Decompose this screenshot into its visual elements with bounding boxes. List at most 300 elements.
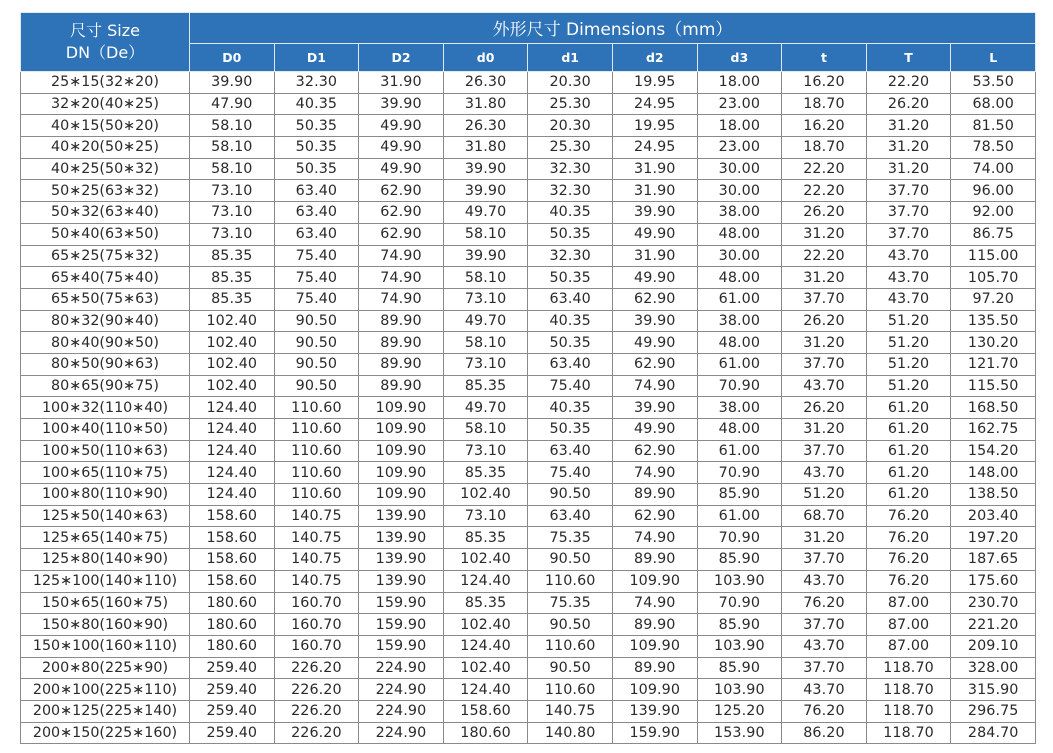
dimension-cell: 50.35 <box>528 223 613 245</box>
table-row <box>21 137 1036 159</box>
dimension-cell: 90.50 <box>274 310 359 332</box>
dimension-cell: 154.20 <box>951 440 1036 462</box>
size-cell: 150∗100(160∗110) <box>21 635 190 657</box>
dimension-cell: 102.40 <box>443 549 528 571</box>
dimension-cell: 31.20 <box>866 137 951 159</box>
dimension-cell: 32.30 <box>528 180 613 202</box>
dimensions-table-container <box>20 12 1035 744</box>
dimension-cell: 22.20 <box>866 72 951 94</box>
size-cell: 40∗15(50∗20) <box>21 115 190 137</box>
dimension-cell: 61.00 <box>697 505 782 527</box>
dimension-cell: 90.50 <box>528 614 613 636</box>
dimension-cell: 73.10 <box>190 223 275 245</box>
dimension-cell: 50.35 <box>528 332 613 354</box>
dimension-cell: 197.20 <box>951 527 1036 549</box>
dimension-cell: 85.90 <box>697 614 782 636</box>
dimension-cell: 39.90 <box>190 72 275 94</box>
dimension-cell: 47.90 <box>190 93 275 115</box>
dimension-cell: 37.70 <box>866 180 951 202</box>
dimension-cell: 259.40 <box>190 657 275 679</box>
dimension-cell: 37.70 <box>782 657 867 679</box>
size-cell: 65∗50(75∗63) <box>21 288 190 310</box>
dimension-cell: 85.35 <box>190 288 275 310</box>
dimension-cell: 89.90 <box>359 353 444 375</box>
dimension-cell: 140.75 <box>274 570 359 592</box>
dimension-cell: 26.20 <box>782 310 867 332</box>
dimension-cell: 61.20 <box>866 397 951 419</box>
dimension-cell: 148.00 <box>951 462 1036 484</box>
table-row <box>21 549 1036 571</box>
dimension-cell: 19.95 <box>612 115 697 137</box>
dimension-cell: 31.20 <box>782 419 867 441</box>
dimension-cell: 118.70 <box>866 722 951 744</box>
dimension-cell: 118.70 <box>866 679 951 701</box>
dimension-cell: 32.30 <box>274 72 359 94</box>
dimension-cell: 58.10 <box>443 223 528 245</box>
dimension-cell: 75.40 <box>528 462 613 484</box>
size-cell: 200∗100(225∗110) <box>21 679 190 701</box>
dimension-cell: 180.60 <box>190 635 275 657</box>
dimension-cell: 180.60 <box>443 722 528 744</box>
dimension-cell: 37.70 <box>866 223 951 245</box>
dimension-cell: 51.20 <box>866 353 951 375</box>
table-row <box>21 440 1036 462</box>
dimension-cell: 139.90 <box>612 700 697 722</box>
dimension-cell: 31.20 <box>866 115 951 137</box>
dimension-cell: 18.70 <box>782 137 867 159</box>
dimension-cell: 62.90 <box>359 180 444 202</box>
table-row <box>21 592 1036 614</box>
dimension-cell: 139.90 <box>359 549 444 571</box>
dimension-cell: 31.80 <box>443 137 528 159</box>
dimension-cell: 102.40 <box>443 614 528 636</box>
dimension-cell: 85.35 <box>443 375 528 397</box>
dimension-cell: 168.50 <box>951 397 1036 419</box>
dimension-cell: 109.90 <box>612 679 697 701</box>
dimension-cell: 73.10 <box>443 353 528 375</box>
dimension-cell: 89.90 <box>612 657 697 679</box>
dimension-cell: 70.90 <box>697 462 782 484</box>
dimension-cell: 70.90 <box>697 527 782 549</box>
size-cell: 150∗65(160∗75) <box>21 592 190 614</box>
dimension-cell: 85.35 <box>443 462 528 484</box>
dimension-cell: 315.90 <box>951 679 1036 701</box>
dimension-cell: 115.00 <box>951 245 1036 267</box>
dimension-cell: 180.60 <box>190 614 275 636</box>
dimension-cell: 158.60 <box>443 700 528 722</box>
table-row <box>21 527 1036 549</box>
dimension-cell: 78.50 <box>951 137 1036 159</box>
dimension-cell: 43.70 <box>866 288 951 310</box>
dimension-cell: 61.00 <box>697 440 782 462</box>
dimension-cell: 75.35 <box>528 527 613 549</box>
dimension-cell: 26.30 <box>443 72 528 94</box>
dimension-cell: 61.00 <box>697 288 782 310</box>
dimension-cell: 140.75 <box>528 700 613 722</box>
dimension-cell: 39.90 <box>359 93 444 115</box>
table-row <box>21 614 1036 636</box>
dimension-cell: 58.10 <box>190 158 275 180</box>
dimension-cell: 32.30 <box>528 158 613 180</box>
dimension-cell: 75.40 <box>274 245 359 267</box>
table-row <box>21 700 1036 722</box>
dimension-cell: 103.90 <box>697 635 782 657</box>
dimension-cell: 40.35 <box>528 202 613 224</box>
dimension-cell: 139.90 <box>359 527 444 549</box>
dimension-cell: 221.20 <box>951 614 1036 636</box>
dimension-cell: 125.20 <box>697 700 782 722</box>
table-row <box>21 657 1036 679</box>
table-row <box>21 93 1036 115</box>
size-cell: 80∗50(90∗63) <box>21 353 190 375</box>
dimension-cell: 140.80 <box>528 722 613 744</box>
size-cell: 50∗40(63∗50) <box>21 223 190 245</box>
table-row <box>21 570 1036 592</box>
dimension-cell: 90.50 <box>274 375 359 397</box>
dimension-cell: 62.90 <box>612 288 697 310</box>
dimension-cell: 124.40 <box>190 462 275 484</box>
size-cell: 200∗125(225∗140) <box>21 700 190 722</box>
dimension-cell: 74.00 <box>951 158 1036 180</box>
dimension-cell: 18.00 <box>697 115 782 137</box>
dimension-cell: 39.90 <box>612 310 697 332</box>
dimension-cell: 31.90 <box>612 180 697 202</box>
size-cell: 100∗65(110∗75) <box>21 462 190 484</box>
table-row <box>21 202 1036 224</box>
dimension-cell: 43.70 <box>866 245 951 267</box>
dimension-cell: 61.20 <box>866 484 951 506</box>
dimension-cell: 26.30 <box>443 115 528 137</box>
dimension-cell: 76.20 <box>866 505 951 527</box>
size-cell: 100∗40(110∗50) <box>21 419 190 441</box>
table-row <box>21 180 1036 202</box>
dimensions-table <box>20 12 1036 744</box>
column-header-d3: d3 <box>697 43 782 71</box>
dimension-cell: 16.20 <box>782 115 867 137</box>
column-header-d1: d1 <box>528 43 613 71</box>
dimension-cell: 159.90 <box>359 592 444 614</box>
dimension-cell: 43.70 <box>782 462 867 484</box>
dimension-cell: 124.40 <box>443 679 528 701</box>
dimension-cell: 19.95 <box>612 72 697 94</box>
dimension-cell: 58.10 <box>443 419 528 441</box>
dimension-cell: 124.40 <box>190 440 275 462</box>
dimension-cell: 37.70 <box>782 549 867 571</box>
dimension-cell: 140.75 <box>274 505 359 527</box>
dimension-cell: 102.40 <box>443 657 528 679</box>
size-cell: 125∗65(140∗75) <box>21 527 190 549</box>
dimension-cell: 63.40 <box>528 440 613 462</box>
table-row <box>21 484 1036 506</box>
dimension-cell: 74.90 <box>359 288 444 310</box>
dimension-cell: 109.90 <box>612 570 697 592</box>
dimension-cell: 103.90 <box>697 679 782 701</box>
dimension-cell: 48.00 <box>697 332 782 354</box>
dimension-cell: 62.90 <box>612 505 697 527</box>
dimension-cell: 76.20 <box>866 570 951 592</box>
dimension-cell: 226.20 <box>274 722 359 744</box>
size-cell: 200∗150(225∗160) <box>21 722 190 744</box>
dimension-cell: 109.90 <box>359 419 444 441</box>
dimension-cell: 89.90 <box>612 614 697 636</box>
dimension-cell: 73.10 <box>443 505 528 527</box>
dimension-cell: 226.20 <box>274 657 359 679</box>
dimension-cell: 39.90 <box>443 245 528 267</box>
dimension-cell: 124.40 <box>190 484 275 506</box>
dimension-cell: 40.35 <box>528 397 613 419</box>
column-header-D1: D1 <box>274 43 359 71</box>
dimension-cell: 68.70 <box>782 505 867 527</box>
table-row <box>21 353 1036 375</box>
dimension-cell: 61.20 <box>866 440 951 462</box>
dimension-cell: 49.70 <box>443 310 528 332</box>
dimension-cell: 37.70 <box>782 288 867 310</box>
dimension-cell: 31.20 <box>866 158 951 180</box>
dimension-cell: 49.70 <box>443 397 528 419</box>
dimension-cell: 87.00 <box>866 635 951 657</box>
size-cell: 40∗20(50∗25) <box>21 137 190 159</box>
dimension-cell: 85.35 <box>443 527 528 549</box>
dimension-cell: 49.90 <box>612 332 697 354</box>
dimension-cell: 102.40 <box>190 353 275 375</box>
table-body <box>21 72 1036 744</box>
table-row <box>21 158 1036 180</box>
table-row <box>21 375 1036 397</box>
column-header-d2: d2 <box>612 43 697 71</box>
table-row <box>21 245 1036 267</box>
dimension-cell: 180.60 <box>190 592 275 614</box>
dimension-cell: 110.60 <box>528 679 613 701</box>
dimension-cell: 87.00 <box>866 614 951 636</box>
dimension-cell: 284.70 <box>951 722 1036 744</box>
dimension-cell: 70.90 <box>697 375 782 397</box>
size-cell: 100∗80(110∗90) <box>21 484 190 506</box>
dimension-cell: 90.50 <box>274 332 359 354</box>
dimension-cell: 37.70 <box>782 440 867 462</box>
dimension-cell: 75.40 <box>274 267 359 289</box>
dimension-cell: 70.90 <box>697 592 782 614</box>
dimension-cell: 31.20 <box>782 527 867 549</box>
dimension-cell: 74.90 <box>359 267 444 289</box>
size-header-line1: 尺寸 Size <box>70 21 140 40</box>
dimension-cell: 49.90 <box>612 267 697 289</box>
column-header-L: L <box>951 43 1036 71</box>
dimension-cell: 43.70 <box>782 570 867 592</box>
size-cell: 125∗100(140∗110) <box>21 570 190 592</box>
dimension-cell: 140.75 <box>274 527 359 549</box>
dimension-cell: 90.50 <box>274 353 359 375</box>
dimension-cell: 158.60 <box>190 570 275 592</box>
dimension-cell: 43.70 <box>782 375 867 397</box>
dimension-cell: 23.00 <box>697 137 782 159</box>
dimension-cell: 16.20 <box>782 72 867 94</box>
size-cell: 100∗32(110∗40) <box>21 397 190 419</box>
dimension-cell: 73.10 <box>443 440 528 462</box>
column-header-t: t <box>782 43 867 71</box>
dimension-cell: 85.90 <box>697 549 782 571</box>
size-cell: 125∗50(140∗63) <box>21 505 190 527</box>
dimension-cell: 58.10 <box>443 332 528 354</box>
dimension-cell: 49.90 <box>359 158 444 180</box>
dimension-cell: 92.00 <box>951 202 1036 224</box>
dimension-cell: 130.20 <box>951 332 1036 354</box>
dimension-cell: 85.35 <box>190 267 275 289</box>
dimension-cell: 259.40 <box>190 679 275 701</box>
dimension-cell: 50.35 <box>274 115 359 137</box>
dimension-cell: 61.20 <box>866 419 951 441</box>
size-cell: 150∗80(160∗90) <box>21 614 190 636</box>
dimension-cell: 62.90 <box>612 353 697 375</box>
dimension-cell: 224.90 <box>359 657 444 679</box>
size-cell: 80∗40(90∗50) <box>21 332 190 354</box>
dimension-cell: 22.20 <box>782 158 867 180</box>
dimension-cell: 63.40 <box>274 202 359 224</box>
dimension-cell: 74.90 <box>612 375 697 397</box>
dimension-cell: 63.40 <box>528 505 613 527</box>
dimension-cell: 26.20 <box>782 202 867 224</box>
dimension-cell: 51.20 <box>866 375 951 397</box>
dimension-cell: 18.70 <box>782 93 867 115</box>
dimension-cell: 160.70 <box>274 635 359 657</box>
dimension-cell: 110.60 <box>274 462 359 484</box>
dimension-cell: 230.70 <box>951 592 1036 614</box>
dimension-cell: 30.00 <box>697 180 782 202</box>
dimension-cell: 139.90 <box>359 505 444 527</box>
size-cell: 50∗32(63∗40) <box>21 202 190 224</box>
dimension-cell: 160.70 <box>274 592 359 614</box>
dimension-cell: 37.70 <box>866 202 951 224</box>
dimension-cell: 110.60 <box>528 635 613 657</box>
dimension-cell: 96.00 <box>951 180 1036 202</box>
dimension-cell: 328.00 <box>951 657 1036 679</box>
dimension-cell: 68.00 <box>951 93 1036 115</box>
dimension-cell: 48.00 <box>697 419 782 441</box>
dimension-cell: 135.50 <box>951 310 1036 332</box>
dimension-cell: 89.90 <box>359 310 444 332</box>
dimension-cell: 109.90 <box>359 397 444 419</box>
column-header-D0: D0 <box>190 43 275 71</box>
table-row <box>21 223 1036 245</box>
dimension-cell: 90.50 <box>528 484 613 506</box>
dimension-cell: 49.70 <box>443 202 528 224</box>
table-row <box>21 332 1036 354</box>
dimension-cell: 50.35 <box>274 137 359 159</box>
dimension-cell: 75.40 <box>528 375 613 397</box>
dimension-cell: 226.20 <box>274 679 359 701</box>
dimension-cell: 224.90 <box>359 722 444 744</box>
dimension-cell: 97.20 <box>951 288 1036 310</box>
dimension-cell: 58.10 <box>190 115 275 137</box>
table-row <box>21 267 1036 289</box>
dimension-cell: 23.00 <box>697 93 782 115</box>
dimension-cell: 51.20 <box>866 310 951 332</box>
dimension-cell: 102.40 <box>190 375 275 397</box>
size-cell: 65∗40(75∗40) <box>21 267 190 289</box>
table-row <box>21 397 1036 419</box>
dimension-cell: 102.40 <box>443 484 528 506</box>
dimension-cell: 118.70 <box>866 700 951 722</box>
dimension-cell: 74.90 <box>612 592 697 614</box>
size-header-line2: DN（De） <box>65 43 145 62</box>
dimension-cell: 39.90 <box>443 180 528 202</box>
dimension-cell: 209.10 <box>951 635 1036 657</box>
table-row <box>21 635 1036 657</box>
dimension-cell: 153.90 <box>697 722 782 744</box>
dimension-cell: 26.20 <box>866 93 951 115</box>
dimension-cell: 158.60 <box>190 527 275 549</box>
dimension-cell: 109.90 <box>359 440 444 462</box>
dimension-cell: 102.40 <box>190 310 275 332</box>
table-row <box>21 115 1036 137</box>
dimension-cell: 58.10 <box>190 137 275 159</box>
dimension-cell: 20.30 <box>528 72 613 94</box>
dimension-cell: 89.90 <box>612 549 697 571</box>
dimension-cell: 38.00 <box>697 310 782 332</box>
dimension-cell: 110.60 <box>274 484 359 506</box>
dimension-cell: 75.35 <box>528 592 613 614</box>
dimension-cell: 118.70 <box>866 657 951 679</box>
dimension-cell: 25.30 <box>528 93 613 115</box>
dimension-cell: 48.00 <box>697 223 782 245</box>
dimension-cell: 124.40 <box>443 635 528 657</box>
dimension-cell: 158.60 <box>190 549 275 571</box>
dimension-cell: 259.40 <box>190 700 275 722</box>
table-row <box>21 722 1036 744</box>
dimension-cell: 115.50 <box>951 375 1036 397</box>
dimension-cell: 160.70 <box>274 614 359 636</box>
dimension-cell: 124.40 <box>190 419 275 441</box>
dimension-cell: 76.20 <box>866 527 951 549</box>
dimension-cell: 224.90 <box>359 700 444 722</box>
dimension-cell: 50.35 <box>528 267 613 289</box>
dimension-cell: 40.35 <box>274 93 359 115</box>
dimension-cell: 61.00 <box>697 353 782 375</box>
dimension-cell: 62.90 <box>359 202 444 224</box>
table-header <box>21 13 1036 72</box>
dimension-cell: 89.90 <box>359 332 444 354</box>
dimension-cell: 124.40 <box>443 570 528 592</box>
dimension-cell: 31.20 <box>782 332 867 354</box>
dimension-cell: 48.00 <box>697 267 782 289</box>
dimension-cell: 103.90 <box>697 570 782 592</box>
dimension-cell: 73.10 <box>190 202 275 224</box>
dimension-cell: 49.90 <box>359 115 444 137</box>
dimensions-group-header: 外形尺寸 Dimensions（mm） <box>190 13 1036 44</box>
dimension-cell: 37.70 <box>782 614 867 636</box>
dimension-cell: 85.35 <box>443 592 528 614</box>
dimension-cell: 110.60 <box>274 397 359 419</box>
size-cell: 25∗15(32∗20) <box>21 72 190 94</box>
dimension-cell: 63.40 <box>528 353 613 375</box>
size-cell: 32∗20(40∗25) <box>21 93 190 115</box>
dimension-cell: 159.90 <box>612 722 697 744</box>
dimension-cell: 53.50 <box>951 72 1036 94</box>
dimension-cell: 30.00 <box>697 245 782 267</box>
dimension-cell: 124.40 <box>190 397 275 419</box>
dimension-cell: 110.60 <box>274 440 359 462</box>
dimension-cell: 76.20 <box>866 549 951 571</box>
dimension-cell: 24.95 <box>612 137 697 159</box>
dimension-cell: 63.40 <box>274 180 359 202</box>
dimension-cell: 38.00 <box>697 202 782 224</box>
dimension-cell: 20.30 <box>528 115 613 137</box>
size-cell: 65∗25(75∗32) <box>21 245 190 267</box>
dimension-cell: 31.90 <box>612 245 697 267</box>
dimension-cell: 87.00 <box>866 592 951 614</box>
dimension-cell: 37.70 <box>782 353 867 375</box>
size-column-header <box>21 13 190 72</box>
dimension-cell: 49.90 <box>612 223 697 245</box>
